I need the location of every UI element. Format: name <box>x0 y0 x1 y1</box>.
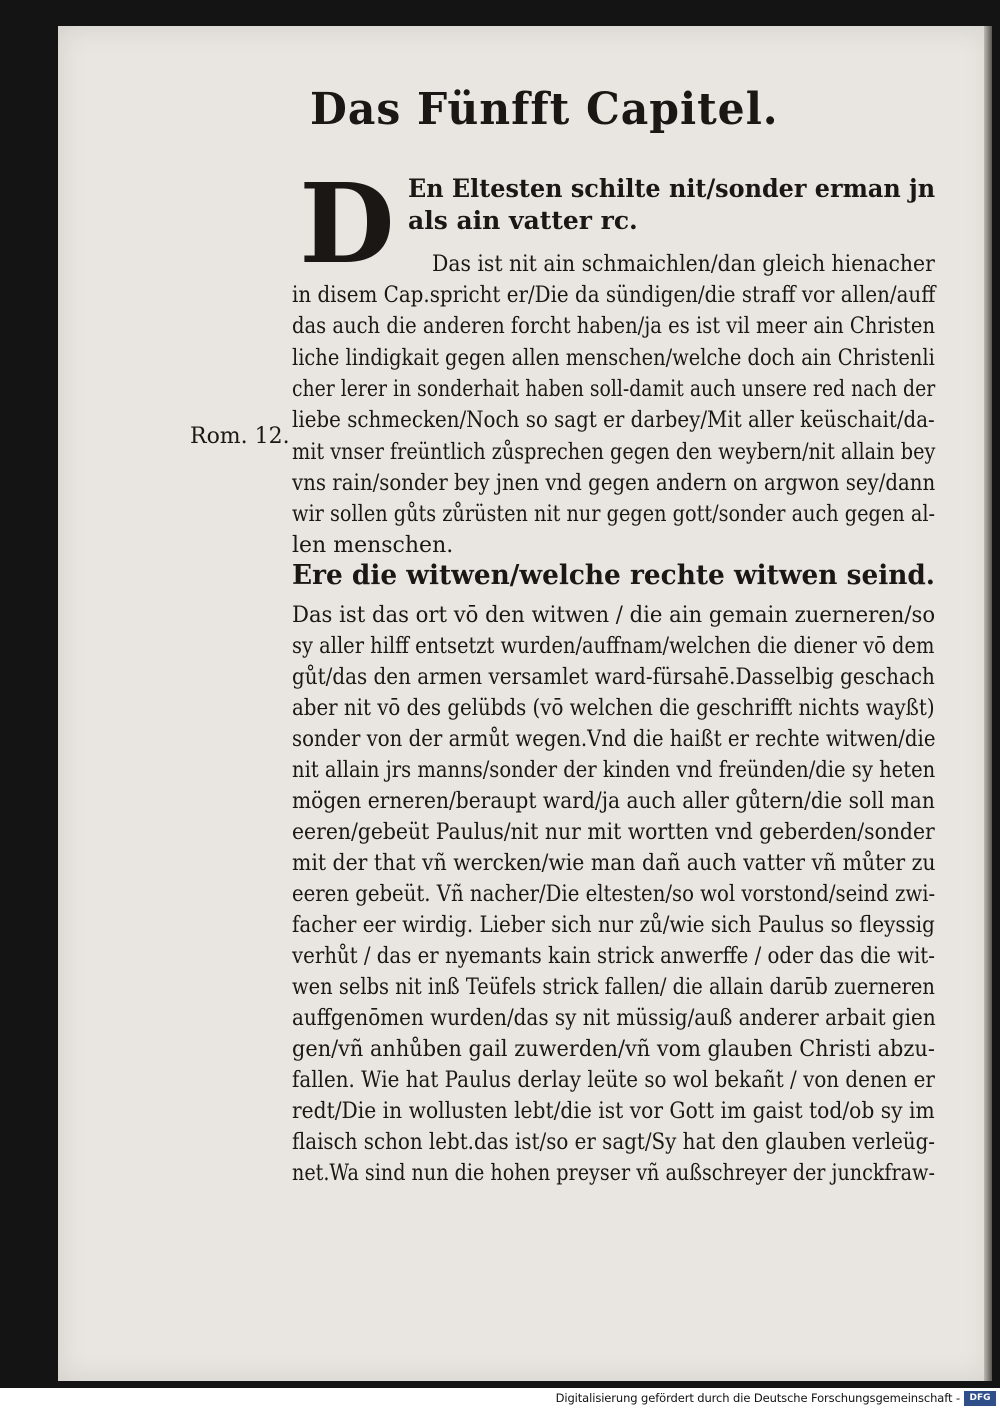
text-line: flaisch schon lebt.das ist/so er sagt/Sy hat den glauben verleüg- <box>292 1130 936 1155</box>
page-gutter-shadow <box>984 26 992 1381</box>
section-heading: Ere die witwen/welche rechte witwen seind. <box>292 560 936 591</box>
text-line: cher lerer in sonderhait haben soll-damit auch unsere red nach der <box>292 377 936 402</box>
text-line: fallen. Wie hat Paulus derlay leüte so wol bekañt / von denen er <box>292 1068 935 1093</box>
text-line: gůt/das den armen versamlet ward-fürsahē.Dasselbig geschach <box>292 665 935 690</box>
funding-notice: Digitalisierung gefördert durch die Deutsche Forschungsgemeinschaft - <box>555 1391 960 1405</box>
text-line: gen/vñ anhůben gail zuwerden/vñ vom glauben Christi abzu- <box>292 1037 935 1062</box>
text-line: mit der that vñ wercken/wie man dañ auch vatter vñ můter zu <box>292 851 936 876</box>
footer-bar <box>0 1388 1000 1410</box>
margin-note: Rom. 12. <box>190 424 290 449</box>
text-line: En Eltesten schilte nit/sonder erman jn <box>408 174 936 203</box>
text-line: Das ist nit ain schmaichlen/dan gleich hienacher <box>432 252 935 277</box>
text-line: facher eer wirdig. Lieber sich nur zů/wie sich Paulus so fleyssig <box>292 913 935 938</box>
text-line: eeren gebeüt. Vñ nacher/Die eltesten/so wol vorstond/seind zwi- <box>292 882 936 907</box>
text-line: vns rain/sonder bey jnen vnd gegen andern on argwon sey/dann <box>292 471 936 496</box>
decorated-initial: D <box>299 159 395 288</box>
text-line: net.Wa sind nun die hohen preyser vñ außschreyer der junckfraw- <box>292 1161 935 1186</box>
text-line: als ain vatter rc. <box>408 206 638 235</box>
text-line: eeren/gebeüt Paulus/nit nur mit wortten vnd geberden/sonder <box>292 820 935 845</box>
text-line: verhůt / das er nyemants kain strick anwerffe / oder das die wit- <box>292 944 935 969</box>
text-line: wir sollen gůts zůrüsten nit nur gegen gott/sonder auch gegen al- <box>292 502 935 527</box>
text-line: nit allain jrs manns/sonder der kinden vnd freünden/die sy heten <box>292 758 936 783</box>
text-line: mit vnser freüntlich zůsprechen gegen den weybern/nit allain bey <box>292 440 936 465</box>
text-line: sy aller hilff entsetzt wurden/auffnam/welchen die diener vō dem <box>292 634 935 659</box>
text-line: wen selbs nit inß Teüfels strick fallen/ die allain darūb zuerneren <box>292 975 935 1000</box>
chapter-title: Das Fünfft Capitel. <box>310 84 779 135</box>
text-line: mögen erneren/beraupt ward/ja auch aller gůtern/die soll man <box>292 789 935 814</box>
text-line: Das ist das ort vō den witwen / die ain gemain zuerneren/so <box>292 603 936 628</box>
text-line: das auch die anderen forcht haben/ja es ist vil meer ain Christen <box>292 314 936 339</box>
text-line: liebe schmecken/Noch so sagt er darbey/Mit aller keüschait/da- <box>292 408 935 433</box>
text-line: auffgenōmen wurden/das sy nit müssig/auß anderer arbait gien <box>292 1006 936 1031</box>
text-line: liche lindigkait gegen allen menschen/welche doch ain Christenli <box>292 346 935 371</box>
text-line: sonder von der armůt wegen.Vnd die haißt er rechte witwen/die <box>292 727 936 752</box>
text-line: redt/Die in wollusten lebt/die ist vor Gott im gaist tod/ob sy im <box>292 1099 935 1124</box>
text-line: in disem Cap.spricht er/Die da sündigen/die straff vor allen/auff <box>292 283 936 308</box>
text-line: aber nit vō des gelübds (vō welchen die geschrifft nichts wayßt) <box>292 696 935 721</box>
text-line: len menschen. <box>292 533 454 558</box>
dfg-logo: DFG <box>964 1391 996 1406</box>
